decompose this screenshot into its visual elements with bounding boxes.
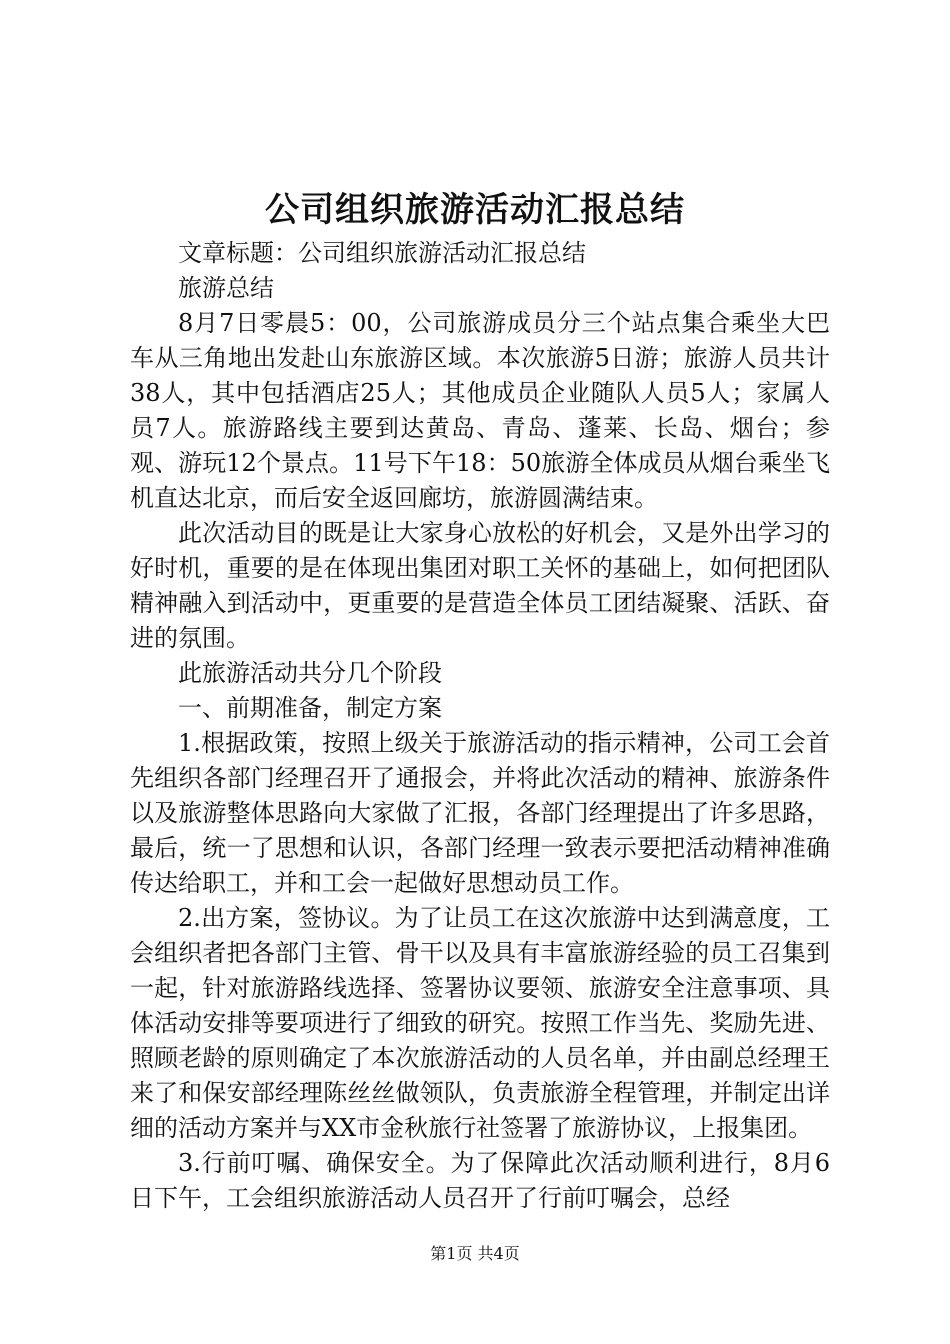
paragraph: 3.行前叮嘱、确保安全。为了保障此次活动顺利进行，8月6日下午，工会组织旅游活动人员召开了行前叮嘱会，总经 bbox=[130, 1149, 830, 1212]
document-body bbox=[130, 236, 830, 1216]
section-heading: 一、前期准备，制定方案 bbox=[178, 694, 442, 722]
page-footer: 第1页 共4页 bbox=[430, 1244, 520, 1263]
paragraph-subheading: 旅游总结 bbox=[178, 274, 274, 302]
paragraph: 1.根据政策，按照上级关于旅游活动的指示精神，公司工会首先组织各部门经理召开了通报会，并将此次活动的精神、旅游条件以及旅游整体思路向大家做了汇报，各部门经理提出了许多思路，最后，统一了思想和认识，各部门经理一致表示要把活动精神准确传达给职工，并和工会一起做好思想动员工作。 bbox=[130, 729, 830, 897]
paragraph: 2.出方案，签协议。为了让员工在这次旅游中达到满意度，工会组织者把各部门主管、骨干以及具有丰富旅游经验的员工召集到一起，针对旅游路线选择、签署协议要领、旅游安全注意事项、具体活动安排等要项进行了细致的研究。按照工作当先、奖励先进、照顾老龄的原则确定了本次旅游活动的人员名单，并由副总经理王来了和保安部经理陈丝丝做领队，负责旅游全程管理，并制定出详细的活动方案并与XX市金秋旅行社签署了旅游协议，上报集团。 bbox=[130, 904, 830, 1142]
paragraph: 此旅游活动共分几个阶段 bbox=[178, 659, 442, 687]
paragraph: 此次活动目的既是让大家身心放松的好机会，又是外出学习的好时机，重要的是在体现出集团对职工关怀的基础上，如何把团队精神融入到活动中，更重要的是营造全体员工团结凝聚、活跃、奋进的氛围。 bbox=[130, 519, 830, 652]
document-title: 公司组织旅游活动汇报总结 bbox=[265, 190, 685, 230]
paragraph: 8月7日零晨5：00，公司旅游成员分三个站点集合乘坐大巴车从三角地出发赴山东旅游区域。本次旅游5日游；旅游人员共计38人，其中包括酒店25人；其他成员企业随队人员5人；家属人员7人。旅游路线主要到达黄岛、青岛、蓬莱、长岛、烟台；参观、游玩12个景点。11号下午18：50旅游全体成员从烟台乘坐飞机直达北京，而后安全返回廊坊，旅游圆满结束。 bbox=[130, 309, 830, 512]
paragraph-article-title: 文章标题：公司组织旅游活动汇报总结 bbox=[178, 239, 586, 267]
